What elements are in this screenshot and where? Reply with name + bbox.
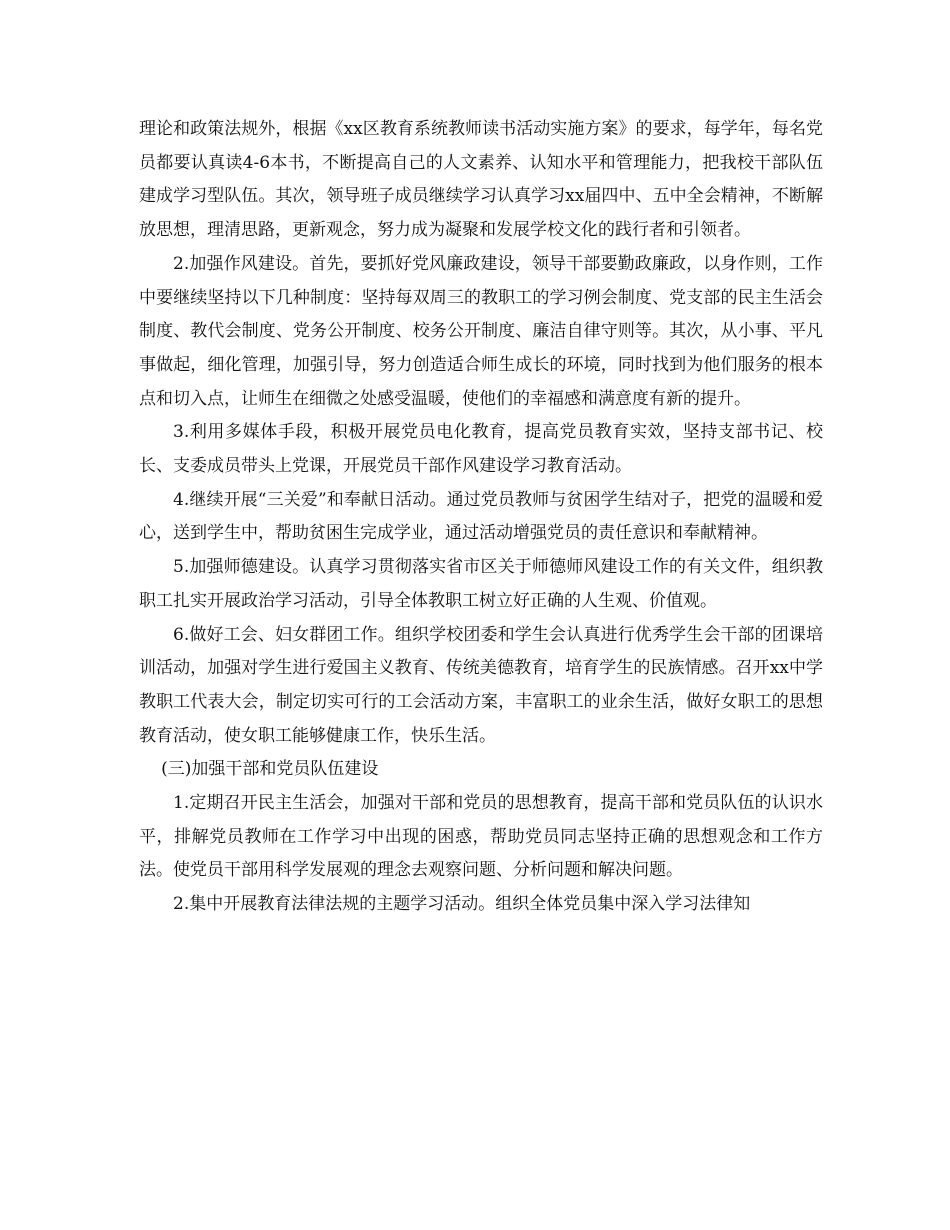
paragraph-item-2: 2.加强作风建设。首先，要抓好党风廉政建设，领导干部要勤政廉政，以身作则，工作中要继续坚持以下几种制度：坚持每双周三的教职工的学习例会制度、党支部的民主生活会制度、教代会制度、党务公开制度、校务公开制度、廉洁自律守则等。其次，从小事、平凡事做起，细化管理，加强引导，努力创造适合师生成长的环境，同时找到为他们服务的根本点和切入点，让师生在细微之处感受温暖，使他们的幸福感和满意度有新的提升。 (139, 253, 823, 409)
paragraph-item-4: 4.继续开展“三关爱”和奉献日活动。通过党员教师与贫困学生结对子，把党的温暖和爱心，送到学生中，帮助贫困生完成学业，通过活动增强党员的责任意识和奉献精神。 (139, 489, 823, 544)
paragraph-item-1: 1.定期召开民主生活会，加强对干部和党员的思想教育，提高干部和党员队伍的认识水平，排解党员教师在工作学习中出现的困惑，帮助党员同志坚持正确的思想观念和工作方法。使党员干部用科学发展观的理念去观察问题、分析问题和解决问题。 (139, 793, 823, 881)
paragraph-item-2-truncated: 2.集中开展教育法律法规的主题学习活动。组织全体党员集中深入学习法律知 (173, 894, 751, 915)
paragraph-item-5: 5.加强师德建设。认真学习贯彻落实省市区关于师德师风建设工作的有关文件，组织教职工扎实开展政治学习活动，引导全体教职工树立好正确的人生观、价值观。 (139, 557, 823, 611)
document-body (139, 113, 823, 922)
paragraph-item-3: 3.利用多媒体手段，积极开展党员电化教育，提高党员教育实效，坚持支部书记、校长、支委成员带头上党课，开展党员干部作风建设学习教育活动。 (139, 422, 823, 477)
paragraph-continuation: 理论和政策法规外，根据《xx区教育系统教师读书活动实施方案》的要求，每学年，每名党员都要认真读4-6本书，不断提高自己的人文素养、认知水平和管理能力，把我校干部队伍建成学习型队伍。其次，领导班子成员继续学习认真学习xx届四中、五中全会精神，不断解放思想，理清思路，更新观念，努力成为凝聚和发展学校文化的践行者和引领者。 (139, 119, 823, 241)
paragraph-item-6: 6.做好工会、妇女群团工作。组织学校团委和学生会认真进行优秀学生会干部的团课培训活动，加强对学生进行爱国主义教育、传统美德教育，培育学生的民族情感。召开xx中学教职工代表大会，制定切实可行的工会活动方案，丰富职工的业余生活，做好女职工的思想教育活动，使女职工能够健康工作，快乐生活。 (139, 624, 823, 746)
section-heading: (三)加强干部和党员队伍建设 (161, 759, 379, 780)
